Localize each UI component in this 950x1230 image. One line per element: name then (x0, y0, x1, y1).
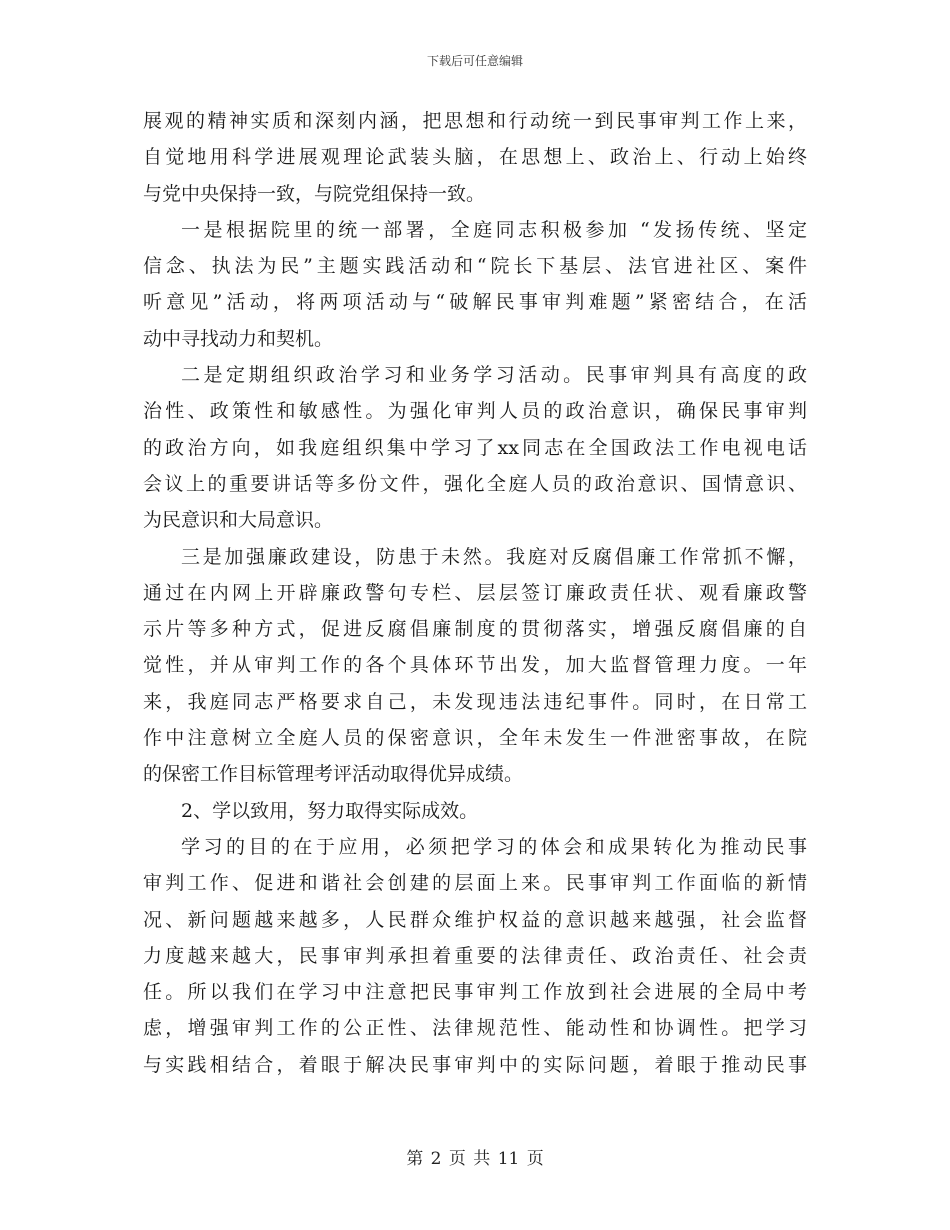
text-line: 通过在内网上开辟廉政警句专栏、层层签订廉政责任状、观看廉政警 (143, 581, 807, 604)
text-line: 况、新问题越来越多，人民群众维护权益的意识越来越强，社会监督 (143, 908, 807, 931)
text-line: 为民意识和大局意识。 (143, 509, 334, 532)
text-line: 与党中央保持一致，与院党组保持一致。 (143, 182, 486, 205)
document-body (143, 103, 807, 1083)
text-line: 学习的目的在于应用，必须把学习的体会和成果转化为推动民事 (181, 835, 807, 858)
text-line: 的政治方向，如我庭组织集中学习了xx同志在全国政法工作电视电话 (143, 436, 807, 459)
text-line: 会议上的重要讲话等多份文件，强化全庭人员的政治意识、国情意识、 (143, 472, 807, 495)
text-line: 三是加强廉政建设，防患于未然。我庭对反腐倡廉工作常抓不懈， (181, 545, 807, 568)
text-line: 的保密工作目标管理考评活动取得优异成绩。 (143, 763, 524, 786)
text-line: 觉性，并从审判工作的各个具体环节出发，加大监督管理力度。一年 (143, 654, 807, 677)
text-line: 信念、执法为民”主题实践活动和“院长下基层、法官进社区、案件 (143, 255, 807, 278)
text-line: 审判工作、促进和谐社会创建的层面上来。民事审判工作面临的新情 (143, 872, 807, 895)
paragraph (143, 539, 807, 793)
section-heading (143, 793, 807, 829)
text-line: 虑，增强审判工作的公正性、法律规范性、能动性和协调性。把学习 (143, 1017, 807, 1040)
paragraph (143, 212, 807, 357)
text-line: 任。所以我们在学习中注意把民事审判工作放到社会进展的全局中考 (143, 981, 807, 1004)
text-line: 来，我庭同志严格要求自己，未发现违法违纪事件。同时，在日常工 (143, 690, 807, 713)
text-line: 展观的精神实质和深刻内涵，把思想和行动统一到民事审判工作上来， (143, 110, 807, 132)
text-line: 作中注意树立全庭人员的保密意识，全年未发生一件泄密事故，在院 (143, 727, 807, 750)
paragraph (143, 829, 807, 1083)
text-line: 示片等多种方式，促进反腐倡廉制度的贯彻落实，增强反腐倡廉的自 (143, 618, 807, 641)
text-line: 一是根据院里的统一部署，全庭同志积极参加 “发扬传统、坚定 (181, 218, 807, 241)
text-line: 2、学以致用，努力取得实际成效。 (181, 799, 479, 822)
paragraph (143, 357, 807, 538)
text-line: 力度越来越大，民事审判承担着重要的法律责任、政治责任、社会责 (143, 944, 807, 967)
text-line: 与实践相结合，着眼于解决民事审判中的实际问题，着眼于推动民事 (143, 1053, 807, 1076)
text-line: 动中寻找动力和契机。 (143, 327, 334, 350)
page-header: 下载后可任意编辑 (426, 54, 523, 68)
text-line: 自觉地用科学进展观理论武装头脑，在思想上、政治上、行动上始终 (143, 146, 807, 169)
text-line: 听意见”活动，将两项活动与“破解民事审判难题”紧密结合，在活 (143, 291, 807, 314)
page-number-footer: 第 2 页 共 11 页 (406, 1149, 544, 1169)
paragraph (143, 103, 807, 212)
text-line: 治性、政策性和敏感性。为强化审判人员的政治意识，确保民事审判 (143, 400, 807, 423)
text-line: 二是定期组织政治学习和业务学习活动。民事审判具有高度的政 (181, 364, 807, 387)
